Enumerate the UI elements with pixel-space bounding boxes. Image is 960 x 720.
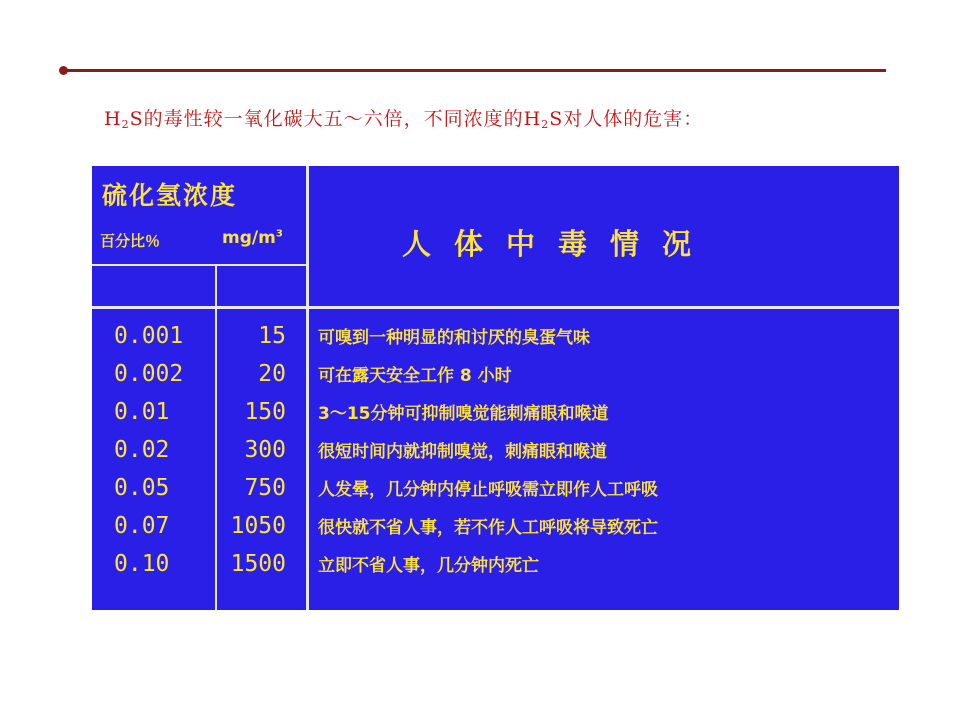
- table-cell-percent: 0.10: [114, 551, 170, 577]
- effect-column: [318, 319, 658, 585]
- table-cell-effect: 可嗅到一种明显的和讨厌的臭蛋气味: [318, 328, 590, 348]
- table-cell-effect: 很短时间内就抑制嗅觉，刺痛眼和喉道: [318, 442, 607, 462]
- table-cell-mg: 750: [244, 475, 286, 501]
- table-cell-percent: 0.07: [114, 513, 170, 539]
- header-mg: $mg/m^3$: [222, 228, 283, 248]
- table-cell-mg: 20: [258, 361, 286, 387]
- header-effect: 人体中毒情况: [402, 227, 715, 261]
- table-cell-effect: 立即不省人事，几分钟内死亡: [318, 556, 539, 576]
- table-cell-mg: 1050: [230, 513, 286, 539]
- table-cell-effect: 很快就不省人事，若不作人工呼吸将导致死亡: [318, 518, 658, 538]
- table-cell-mg: 1500: [230, 551, 286, 577]
- table-cell-percent: 0.02: [114, 437, 170, 463]
- table-cell-percent: 0.001: [114, 323, 184, 349]
- table-cell-effect: 人发晕，几分钟内停止呼吸需立即作人工呼吸: [318, 480, 658, 500]
- table-cell-percent: 0.01: [114, 399, 170, 425]
- header-concentration: 硫化氢浓度: [102, 181, 238, 210]
- table-cell-effect: 可在露天安全工作 8 小时: [318, 366, 512, 386]
- percent-column: [114, 317, 183, 583]
- table-cell-mg: 150: [244, 399, 286, 425]
- top-divider: [66, 69, 886, 72]
- h2s-toxicity-table: [92, 166, 899, 610]
- header-bottom-divider: [92, 306, 899, 309]
- header-sub-divider: [92, 264, 307, 266]
- header-percent: 百分比％: [100, 232, 161, 250]
- page-heading: $H_2S$的毒性较一氧化碳大五～六倍，不同浓度的$H_2S$对人体的危害：: [104, 108, 704, 131]
- column-divider-main: [306, 166, 309, 610]
- table-cell-percent: 0.002: [114, 361, 184, 387]
- table-cell-mg: 15: [258, 323, 286, 349]
- table-cell-mg: 300: [244, 437, 286, 463]
- mg-column: [222, 317, 286, 583]
- table-cell-percent: 0.05: [114, 475, 170, 501]
- column-divider-left: [215, 265, 217, 610]
- table-cell-effect: 3～15分钟可抑制嗅觉能刺痛眼和喉道: [318, 404, 609, 424]
